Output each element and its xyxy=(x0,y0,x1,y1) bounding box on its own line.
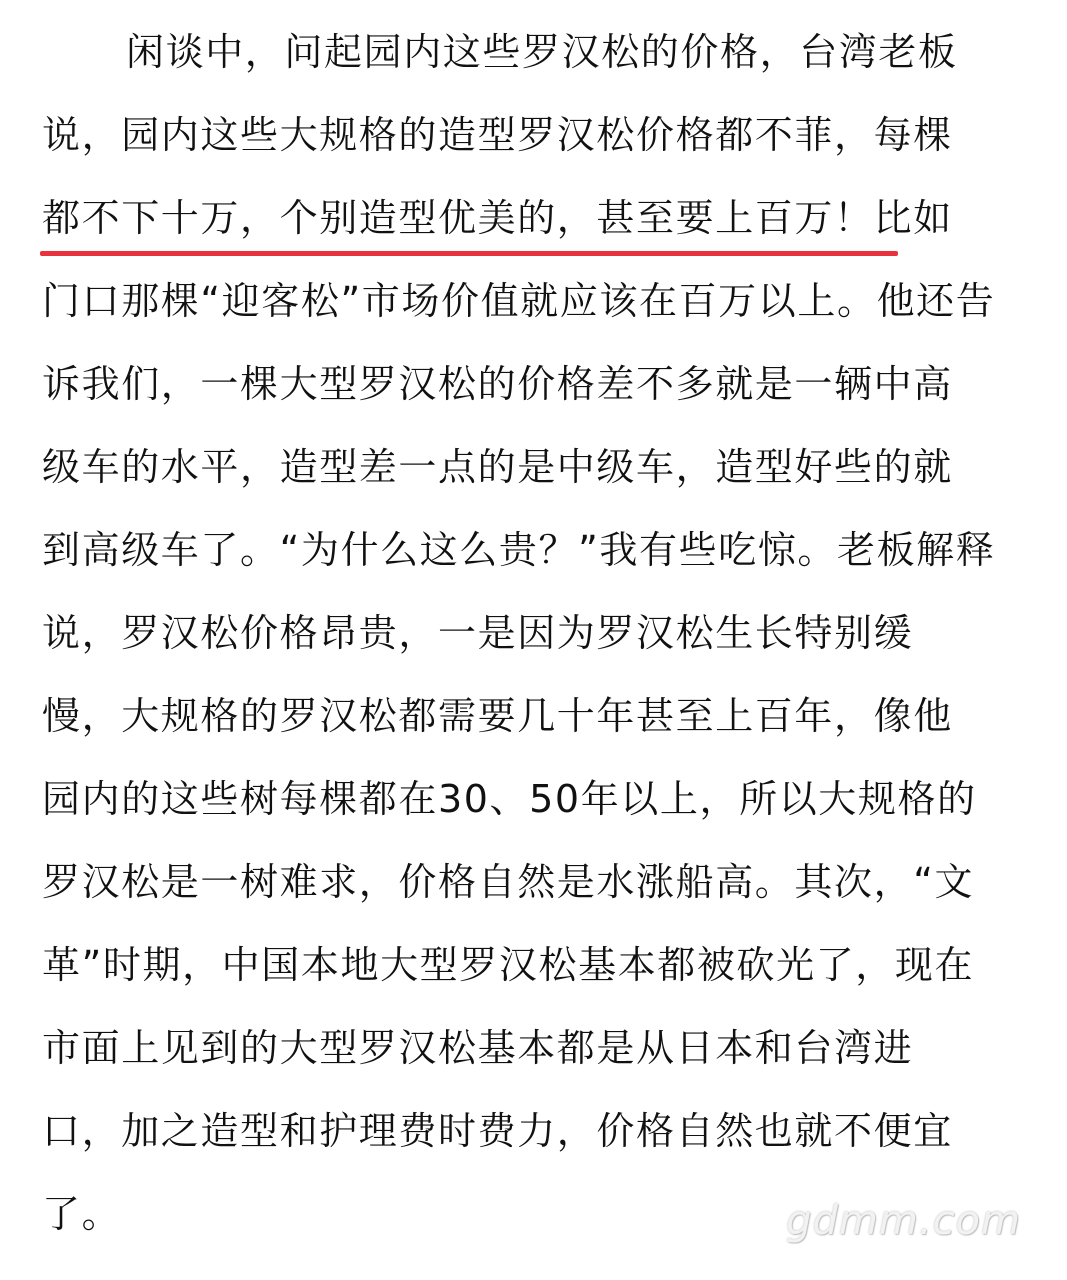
text-line-1: 闲谈中，问起园内这些罗汉松的价格，台湾老板 xyxy=(126,30,958,74)
site-watermark: gdmm.com xyxy=(786,1198,1021,1244)
text-line-12: 革”时期，中国本地大型罗汉松基本都被砍光了，现在 xyxy=(42,943,975,987)
text-line-13: 市面上见到的大型罗汉松基本都是从日本和台湾进 xyxy=(42,1026,914,1070)
text-line-3-highlighted: 都不下十万，个别造型优美的，甚至要上百万！比如 xyxy=(42,196,953,240)
text-line-11: 罗汉松是一树难求，价格自然是水涨船高。其次，“文 xyxy=(42,860,975,904)
text-line-9: 慢，大规格的罗汉松都需要几十年甚至上百年，像他 xyxy=(42,694,953,738)
text-line-7: 到高级车了。“为什么这么贵？”我有些吃惊。老板解释 xyxy=(42,528,996,572)
red-highlight-underline xyxy=(40,251,898,256)
text-line-6: 级车的水平，造型差一点的是中级车，造型好些的就 xyxy=(42,445,953,489)
text-line-2: 说，园内这些大规格的造型罗汉松价格都不菲，每棵 xyxy=(42,113,953,157)
text-line-4: 门口那棵“迎客松”市场价值就应该在百万以上。他还告 xyxy=(42,279,996,323)
text-line-14: 口，加之造型和护理费时费力，价格自然也就不便宜 xyxy=(42,1109,953,1153)
text-line-10: 园内的这些树每棵都在30、50年以上，所以大规格的 xyxy=(42,777,977,821)
text-line-8: 说，罗汉松价格昂贵，一是因为罗汉松生长特别缓 xyxy=(42,611,914,655)
text-line-15: 了。 xyxy=(42,1192,122,1236)
text-line-5: 诉我们，一棵大型罗汉松的价格差不多就是一辆中高 xyxy=(42,362,953,406)
